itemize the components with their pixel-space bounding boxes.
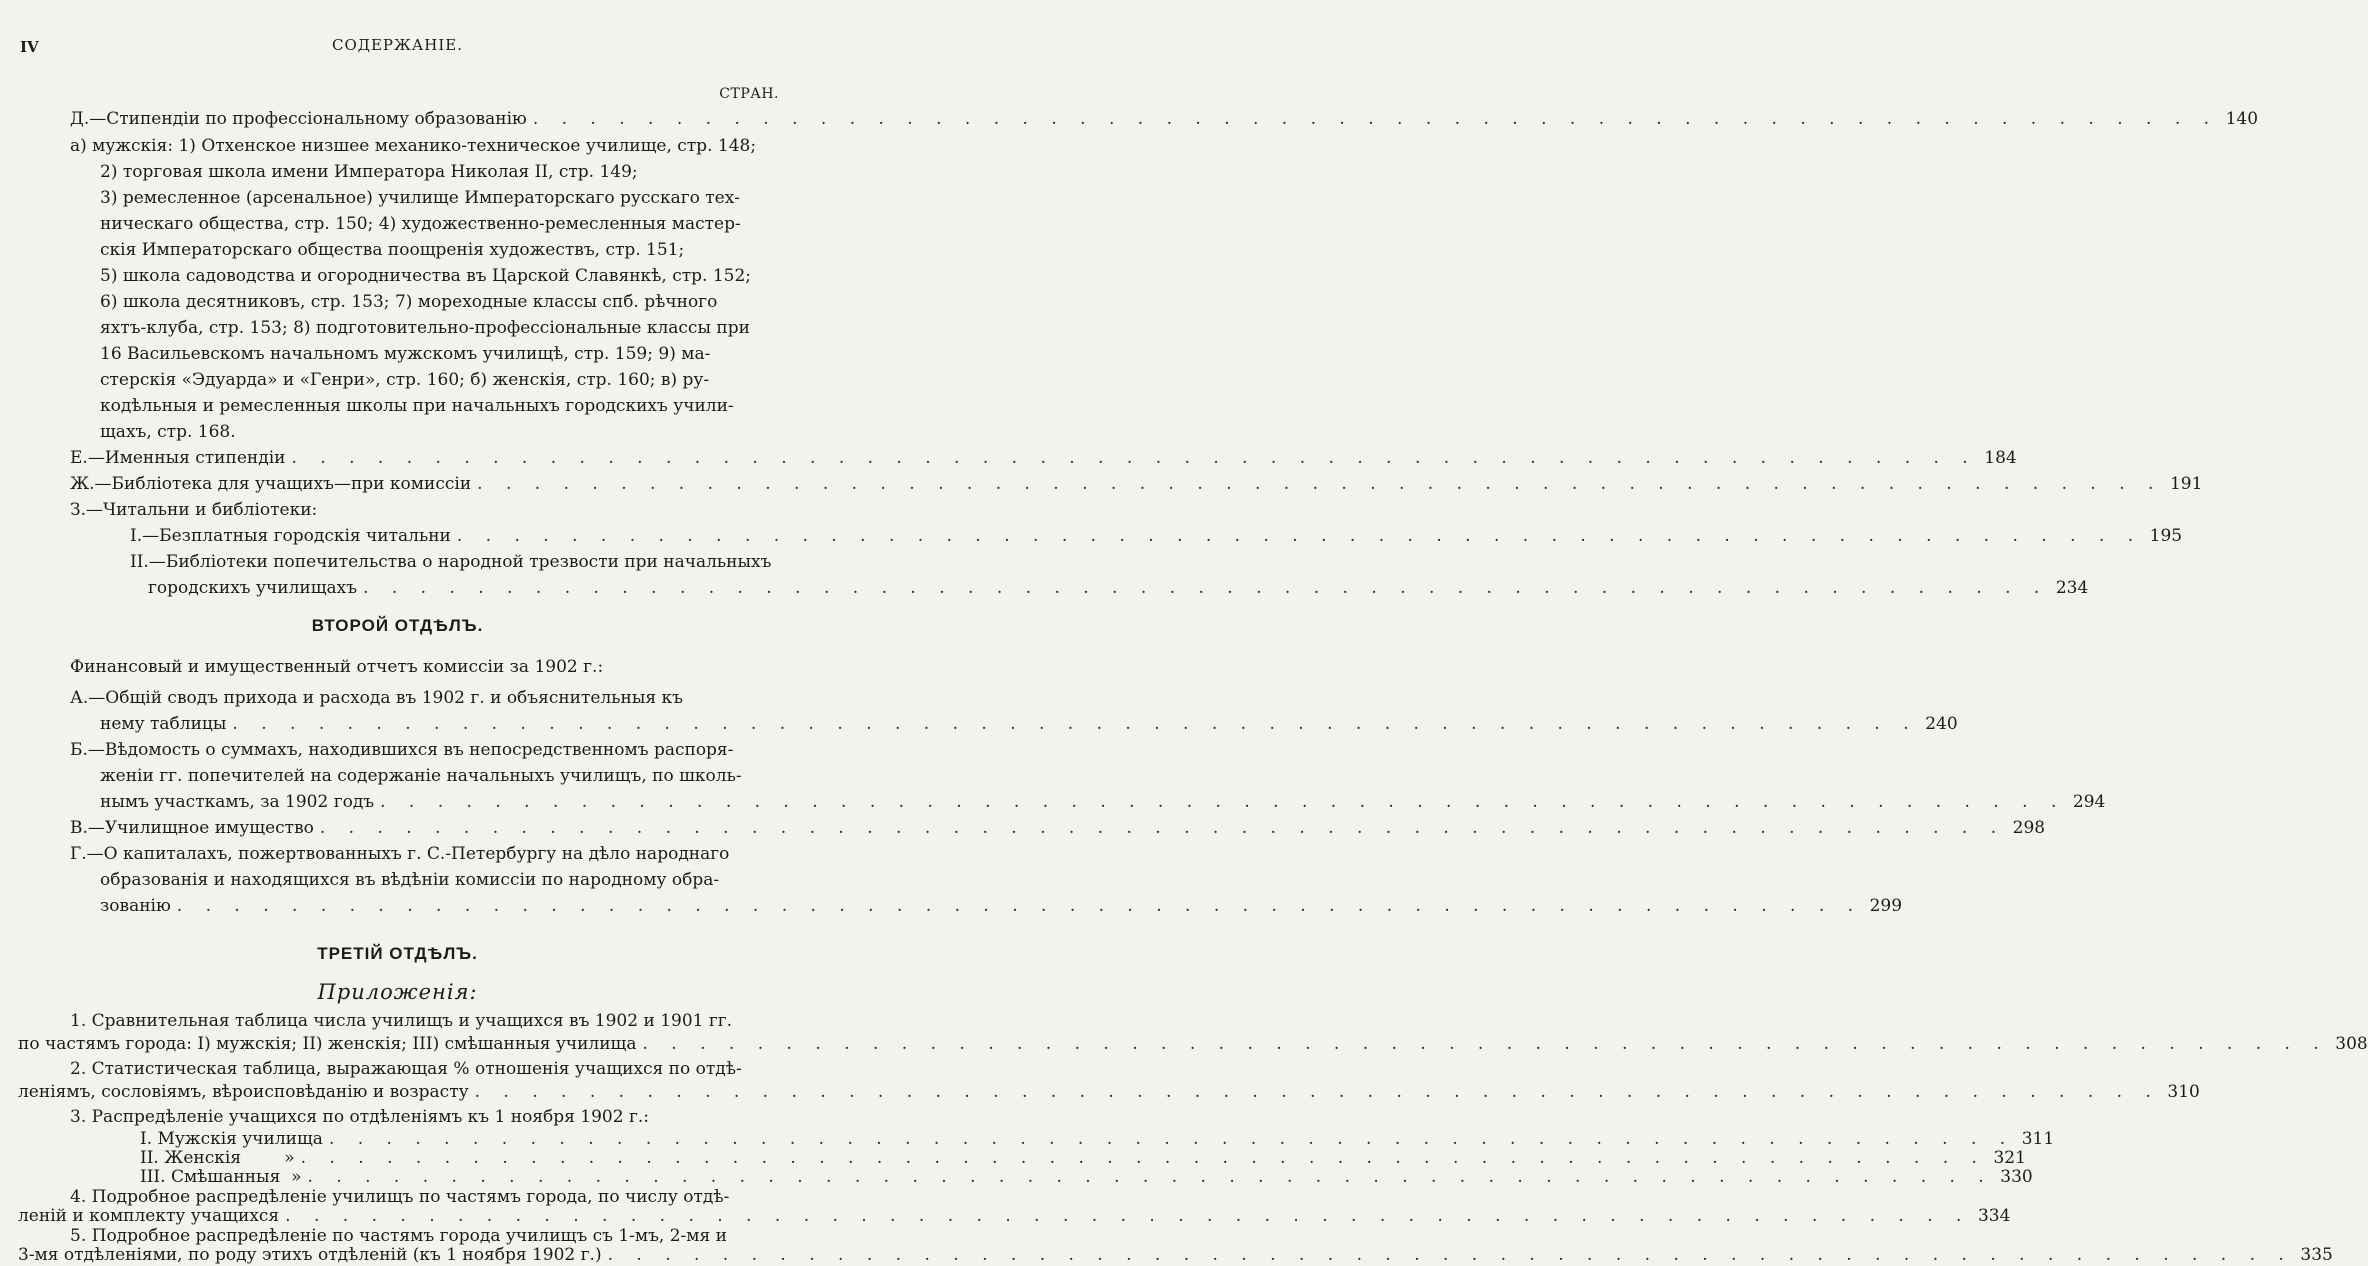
- appendix-item-1-cont: [18, 1033, 2368, 1055]
- entry-text: 3-мя отдѣленіями, по роду этихъ отдѣленій (къ 1 ноября 1902 г.): [18, 1245, 602, 1265]
- leader-dots: . . . . . . . . . . . . . . . . . . . . . . . . . . . . . . . . . . . . . . . . . . . . . . . . . . . . . . . . . . .: [474, 1082, 2160, 1102]
- entry-page: 308: [2335, 1034, 2368, 1054]
- appendix-item-4-cont: [18, 1205, 2011, 1227]
- entry-text: Д.—Стипендіи по профессіональному образованію: [70, 109, 527, 129]
- toc-entry-zh: [70, 471, 2203, 497]
- appendix-item-2: 2. Статистическая таблица, выражающая % отношенія учащихся по отдѣ-: [70, 1059, 742, 1079]
- entry-text: нему таблицы: [100, 714, 227, 734]
- toc-entry-b-cont: [100, 789, 2106, 815]
- entry-text: городскихъ училищахъ: [148, 578, 358, 598]
- entry-text: Ж.—Библіотека для учащихъ—при комиссіи: [70, 474, 472, 494]
- appendix-item-3: 3. Распредѣленіе учащихся по отдѣленіямъ къ 1 ноября 1902 г.:: [70, 1107, 649, 1127]
- entry-text: З.—Читальни и библіотеки:: [70, 500, 318, 520]
- toc-subtext-line: 3) ремесленное (арсенальное) училище Императорскаго русскаго тех-: [100, 188, 741, 208]
- appendix-subitem: [140, 1166, 2033, 1188]
- leader-dots: . . . . . . . . . . . . . . . . . . . . . . . . . . . . . . . . . . . . . . . . . . . . . . . . . . . . . . . . . . .: [307, 1167, 1993, 1187]
- entry-page: 195: [2149, 526, 2183, 546]
- leader-dots: . . . . . . . . . . . . . . . . . . . . . . . . . . . . . . . . . . . . . . . . . . . . . . . . . . . . . . . . . . .: [607, 1245, 2293, 1265]
- entry-text: II. Женскія »: [140, 1148, 295, 1168]
- toc-subtext-line: ническаго общества, стр. 150; 4) художественно-ремесленныя мастер-: [100, 214, 741, 234]
- toc-entry-v: [70, 815, 2046, 841]
- leader-dots: . . . . . . . . . . . . . . . . . . . . . . . . . . . . . . . . . . . . . . . . . . . . . . . . . . . . . . . . . . .: [642, 1034, 2328, 1054]
- entry-page: 234: [2055, 578, 2089, 598]
- appendix-item-1: 1. Сравнительная таблица числа училищъ и учащихся въ 1902 и 1901 гг.: [70, 1011, 733, 1031]
- toc-entry-g-cont: образованія и находящихся въ вѣдѣніи комиссіи по народному обра-: [100, 870, 720, 890]
- leader-dots: . . . . . . . . . . . . . . . . . . . . . . . . . . . . . . . . . . . . . . . . . . . . . . . . . . . . . . . . . . .: [176, 896, 1863, 916]
- entry-text: I. Мужскія училища: [140, 1129, 323, 1149]
- toc-entry-g: Г.—О капиталахъ, пожертвованныхъ г. С.-Петербургу на дѣло народнаго: [70, 844, 730, 864]
- toc-subtext-line: стерскія «Эдуарда» и «Генри», стр. 160; б) женскія, стр. 160; в) ру-: [100, 370, 710, 390]
- entry-page: 298: [2012, 818, 2046, 838]
- page-number: IV: [20, 38, 39, 56]
- toc-subtext-line: щахъ, стр. 168.: [100, 422, 236, 442]
- leader-dots: . . . . . . . . . . . . . . . . . . . . . . . . . . . . . . . . . . . . . . . . . . . . . . . . . . . . . . . . . . .: [380, 792, 2066, 812]
- toc-entry-z: [70, 497, 777, 523]
- toc-entry-e: [70, 445, 2017, 471]
- toc-subtext-line: а) мужскія: 1) Отхенское низшее механико-техническое училище, стр. 148;: [70, 136, 757, 156]
- entry-text: I.—Безплатныя городскія читальни: [130, 526, 451, 546]
- leader-dots: . . . . . . . . . . . . . . . . . . . . . . . . . . . . . . . . . . . . . . . . . . . . . . . . . . . . . . . . . . .: [532, 109, 2219, 129]
- entry-text: зованію: [100, 896, 171, 916]
- entry-text: леній и комплекту учащихся: [18, 1206, 280, 1226]
- entry-page: 311: [2021, 1129, 2055, 1149]
- toc-subtext-line: 2) торговая школа имени Императора Николая II, стр. 149;: [100, 162, 638, 182]
- section-intro: Финансовый и имущественный отчетъ комиссіи за 1902 г.:: [70, 657, 604, 677]
- entry-page: 321: [1993, 1148, 2026, 1168]
- entry-page: 334: [1977, 1206, 2011, 1226]
- leader-dots: . . . . . . . . . . . . . . . . . . . . . . . . . . . . . . . . . . . . . . . . . . . . . . . . . . . . . . . . . . .: [319, 818, 2006, 838]
- toc-entry-a: А.—Общій сводъ прихода и расхода въ 1902 г. и объяснительныя къ: [70, 688, 683, 708]
- entry-text: III. Смѣшанныя »: [140, 1167, 302, 1187]
- toc-entry-g-cont: [100, 893, 1903, 919]
- leader-dots: . . . . . . . . . . . . . . . . . . . . . . . . . . . . . . . . . . . . . . . . . . . . . . . . . . . . . . . . . . .: [477, 474, 2163, 494]
- leader-dots: . . . . . . . . . . . . . . . . . . . . . . . . . . . . . . . . . . . . . . . . . . . . . . . . . . . . . . . . . . .: [232, 714, 1918, 734]
- entry-text: Е.—Именныя стипендіи: [70, 448, 286, 468]
- toc-entry-z1: [130, 523, 2183, 549]
- entry-text: по частямъ города: I) мужскія; II) женскія; III) смѣшанныя училища: [18, 1034, 637, 1054]
- entry-page: 191: [2169, 474, 2203, 494]
- toc-subtext-line: 5) школа садоводства и огородничества въ Царской Славянкѣ, стр. 152;: [100, 266, 752, 286]
- toc-entry-z2: [130, 549, 772, 575]
- entry-page: 240: [1925, 714, 1958, 734]
- entry-page: 330: [2000, 1167, 2033, 1187]
- page-column-label: СТРАН.: [719, 86, 779, 102]
- appendix-item-4: 4. Подробное распредѣленіе училищъ по частямъ города, по числу отдѣ-: [70, 1187, 730, 1207]
- page-title: СОДЕРЖАНІЕ.: [332, 36, 463, 54]
- leader-dots: . . . . . . . . . . . . . . . . . . . . . . . . . . . . . . . . . . . . . . . . . . . . . . . . . . . . . . . . . . .: [300, 1148, 1986, 1168]
- section-subheading: Приложенія:: [317, 980, 478, 1004]
- leader-dots: . . . . . . . . . . . . . . . . . . . . . . . . . . . . . . . . . . . . . . . . . . . . . . . . . . . . . . . . . . .: [328, 1129, 2015, 1149]
- entry-text: II.—Библіотеки попечительства о народной трезвости при начальныхъ: [130, 552, 772, 572]
- section-heading: ТРЕТІЙ ОТДѢЛЪ.: [317, 944, 478, 963]
- toc-entry-a-cont: [100, 711, 1958, 737]
- toc-entry-d: [70, 106, 2259, 132]
- toc-entry-z2-cont: [148, 575, 2089, 601]
- toc-subtext-line: кодѣльныя и ремесленныя школы при начальныхъ городскихъ учили-: [100, 396, 734, 416]
- toc-entry-b: Б.—Вѣдомость о суммахъ, находившихся въ непосредственномъ распоря-: [70, 740, 734, 760]
- toc-subtext-line: яхтъ-клуба, стр. 153; 8) подготовительно-профессіональные классы при: [100, 318, 750, 338]
- section-heading: ВТОРОЙ ОТДѢЛЪ.: [311, 616, 484, 635]
- entry-text: В.—Училищное имущество: [70, 818, 314, 838]
- leader-dots: . . . . . . . . . . . . . . . . . . . . . . . . . . . . . . . . . . . . . . . . . . . . . . . . . . . . . . . . . . .: [456, 526, 2143, 546]
- entry-text: 5. Подробное распредѣленіе по частямъ города училищъ съ 1-мъ, 2-мя и: [70, 1226, 727, 1246]
- leader-dots: . . . . . . . . . . . . . . . . . . . . . . . . . . . . . . . . . . . . . . . . . . . . . . . . . . . . . . . . . . .: [363, 578, 2049, 598]
- entry-page: 184: [1984, 448, 2017, 468]
- entry-page: 294: [2072, 792, 2106, 812]
- leader-dots: . . . . . . . . . . . . . . . . . . . . . . . . . . . . . . . . . . . . . . . . . . . . . . . . . . . . . . . . . . .: [291, 448, 1977, 468]
- toc-subtext-line: 16 Васильевскомъ начальномъ мужскомъ училищѣ, стр. 159; 9) ма-: [100, 344, 711, 364]
- toc-subtext-line: скія Императорскаго общества поощренія художествъ, стр. 151;: [100, 240, 685, 260]
- leader-dots: . . . . . . . . . . . . . . . . . . . . . . . . . . . . . . . . . . . . . . . . . . . . . . . . . . . . . . . . . . .: [285, 1206, 1971, 1226]
- entry-text: нымъ участкамъ, за 1902 годъ: [100, 792, 375, 812]
- entry-page: 299: [1869, 896, 1903, 916]
- toc-entry-b-cont: женіи гг. попечителей на содержаніе начальныхъ училищъ, по школь-: [100, 766, 742, 786]
- entry-page: 310: [2167, 1082, 2200, 1102]
- appendix-item-2-cont: [18, 1081, 2200, 1103]
- entry-page: 140: [2225, 109, 2259, 129]
- toc-subtext-line: 6) школа десятниковъ, стр. 153; 7) мореходные классы спб. рѣчного: [100, 292, 718, 312]
- entry-page: 335: [2300, 1245, 2333, 1265]
- appendix-item-5-cont: [18, 1244, 2333, 1266]
- entry-text: леніямъ, сословіямъ, вѣроисповѣданію и возрасту: [18, 1082, 469, 1102]
